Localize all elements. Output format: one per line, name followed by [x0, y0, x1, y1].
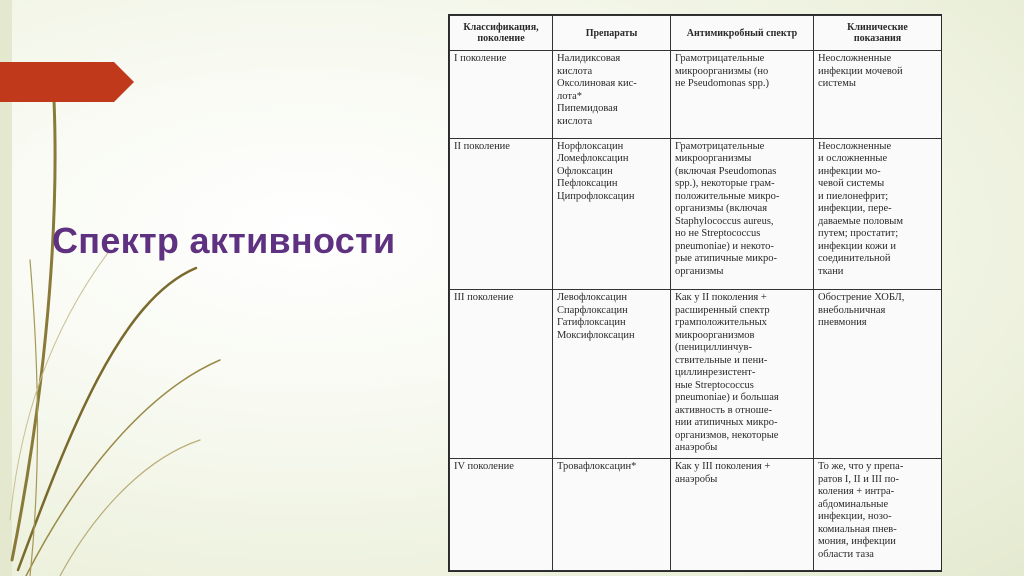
cell-spectrum: Как у III поколения + анаэробы: [671, 459, 814, 571]
table-row: [450, 459, 942, 571]
grass-blade-2: [18, 268, 196, 570]
cell-spectrum: Как у II поколения + расширенный спектр грамположительных микроорганизмов (пенициллинчув- ствительные и пени- циллинрезистент- ные Streptococcus pneumoniae) и большая активность в отноше- нии атипичных микро- организмов, некоторые анаэробы: [671, 290, 814, 459]
cell-drugs: Норфлоксацин Ломефлоксацин Офлоксацин Пефлоксацин Ципрофлоксацин: [553, 138, 671, 289]
title-accent-bar: [0, 62, 134, 102]
cell-indications: Неосложненные и осложненные инфекции мо- чевой системы и пиелонефрит; инфекции, пере- даваемые половым путем; простатит; инфекции кожи и соединительной ткани: [814, 138, 942, 289]
cell-generation: III поколение: [450, 290, 553, 459]
cell-drugs: Левофлоксацин Спарфлоксацин Гатифлоксацин Моксифлоксацин: [553, 290, 671, 459]
grass-blade-4: [60, 440, 200, 576]
cell-spectrum: Грамотрицательные микроорганизмы (включая Pseudomonas spp.), некоторые грам- положительные микро- организмы (включая Staphylococcus aureus, но не Streptococcus pneumoniae) и некото- рые атипичные микро- организмы: [671, 138, 814, 289]
cell-drugs: Тровафлоксацин*: [553, 459, 671, 571]
slide-title: Спектр активности: [52, 220, 396, 261]
cell-spectrum: Грамотрицательные микроорганизмы (но не Pseudomonas spp.): [671, 51, 814, 139]
header-indications: Клинические показания: [814, 16, 942, 51]
cell-generation: II поколение: [450, 138, 553, 289]
cell-indications: Обострение ХОБЛ, внебольничная пневмония: [814, 290, 942, 459]
header-spectrum: Антимикробный спектр: [671, 16, 814, 51]
header-drugs: Препараты: [553, 16, 671, 51]
cell-indications: То же, что у препа- ратов I, II и III по- коления + интра- абдоминальные инфекции, нозо- комиальная пнев- мония, инфекции области таза: [814, 459, 942, 571]
header-classification: Классификация, поколение: [450, 16, 553, 51]
table-row: [450, 51, 942, 139]
cell-generation: IV поколение: [450, 459, 553, 571]
cell-drugs: Налидиксовая кислота Оксолиновая кис- лота* Пипемидовая кислота: [553, 51, 671, 139]
grass-blade-3: [26, 360, 220, 576]
cell-indications: Неосложненные инфекции мочевой системы: [814, 51, 942, 139]
table-row: [450, 138, 942, 289]
cell-generation: I поколение: [450, 51, 553, 139]
table-header-row: [450, 16, 942, 51]
fluoroquinolone-table: [448, 14, 942, 572]
table-row: [450, 290, 942, 459]
